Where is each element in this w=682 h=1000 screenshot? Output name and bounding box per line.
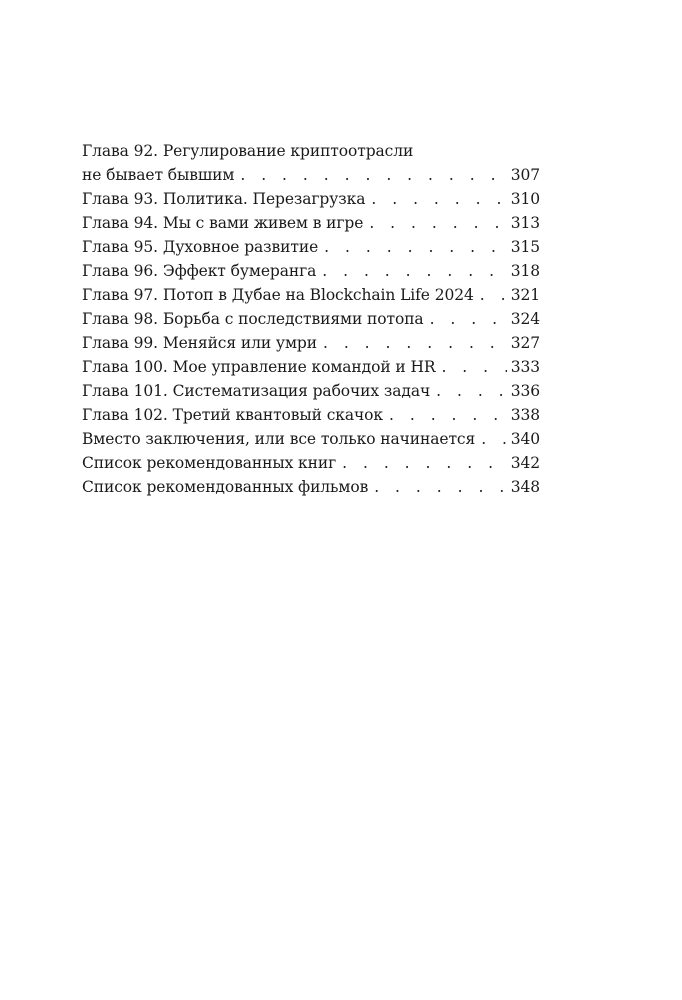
toc-entry-recommended-books: [82, 451, 540, 475]
toc-entry-conclusion: [82, 427, 540, 451]
dot-leader: [480, 283, 507, 307]
dot-leader: [374, 475, 507, 499]
toc-entry-chapter-102: [82, 403, 540, 427]
toc-entry-chapter-97: [82, 283, 540, 307]
toc-entry-title: Глава 94. Мы с вами живем в игре: [82, 214, 364, 232]
dot-leader: [369, 211, 506, 235]
toc-entry-chapter-96: [82, 259, 540, 283]
toc-entry-chapter-92: [82, 139, 540, 187]
toc-entry-title: Глава 100. Мое управление командой и HR: [82, 358, 436, 376]
toc-entry-page-number: 336: [510, 382, 540, 400]
dot-leader: [441, 355, 506, 379]
toc-entry-title: Вместо заключения, или все только начинается: [82, 430, 476, 448]
toc-entry-title: Список рекомендованных фильмов: [82, 478, 369, 496]
toc-entry-page-number: 340: [510, 430, 540, 448]
toc-entry-title: Глава 101. Систематизация рабочих задач: [82, 382, 431, 400]
toc-entry-title: Глава 98. Борьба с последствиями потопа: [82, 310, 424, 328]
toc-entry-chapter-100: [82, 355, 540, 379]
dot-leader: [323, 331, 507, 355]
toc-entry-page-number: 327: [510, 334, 540, 352]
toc-entry-title: Глава 96. Эффект бумеранга: [82, 262, 317, 280]
toc-entry-page-number: 342: [510, 454, 540, 472]
dot-leader: [436, 379, 507, 403]
toc-entry-title: Глава 99. Меняйся или умри: [82, 334, 317, 352]
table-of-contents: [82, 139, 540, 499]
dot-leader: [430, 307, 507, 331]
toc-entry-page-number: 321: [510, 286, 540, 304]
toc-entry-page-number: 315: [510, 238, 540, 256]
toc-entry-page-number: 307: [510, 166, 540, 184]
dot-leader: [342, 451, 507, 475]
dot-leader: [324, 235, 507, 259]
toc-entry-title: Глава 102. Третий квантовый скачок: [82, 406, 383, 424]
toc-entry-page-number: 338: [510, 406, 540, 424]
dot-leader: [389, 403, 507, 427]
toc-entry-title-line-1: Глава 92. Регулирование криптоотрасли: [82, 142, 414, 160]
toc-entry-title: Глава 93. Политика. Перезагрузка: [82, 190, 366, 208]
toc-entry-page-number: 310: [510, 190, 540, 208]
dot-leader: [371, 187, 506, 211]
toc-entry-title: Глава 95. Духовное развитие: [82, 238, 319, 256]
toc-entry-chapter-101: [82, 379, 540, 403]
toc-entry-chapter-93: [82, 187, 540, 211]
toc-entry-chapter-99: [82, 331, 540, 355]
dot-leader: [322, 259, 506, 283]
toc-entry-page-number: 348: [510, 478, 540, 496]
toc-entry-page-number: 333: [510, 358, 540, 376]
toc-entry-title: Глава 97. Потоп в Дубае на Blockchain Life 2024: [82, 286, 474, 304]
toc-entry-title: Список рекомендованных книг: [82, 454, 337, 472]
toc-entry-chapter-98: [82, 307, 540, 331]
toc-entry-page-number: 313: [510, 214, 540, 232]
toc-entry-title-line-2: не бывает бывшим: [82, 166, 235, 184]
toc-entry-chapter-95: [82, 235, 540, 259]
toc-entry-recommended-films: [82, 475, 540, 499]
dot-leader: [240, 163, 506, 187]
toc-entry-page-number: 324: [510, 310, 540, 328]
toc-entry-chapter-94: [82, 211, 540, 235]
toc-entry-page-number: 318: [510, 262, 540, 280]
dot-leader: [481, 427, 507, 451]
